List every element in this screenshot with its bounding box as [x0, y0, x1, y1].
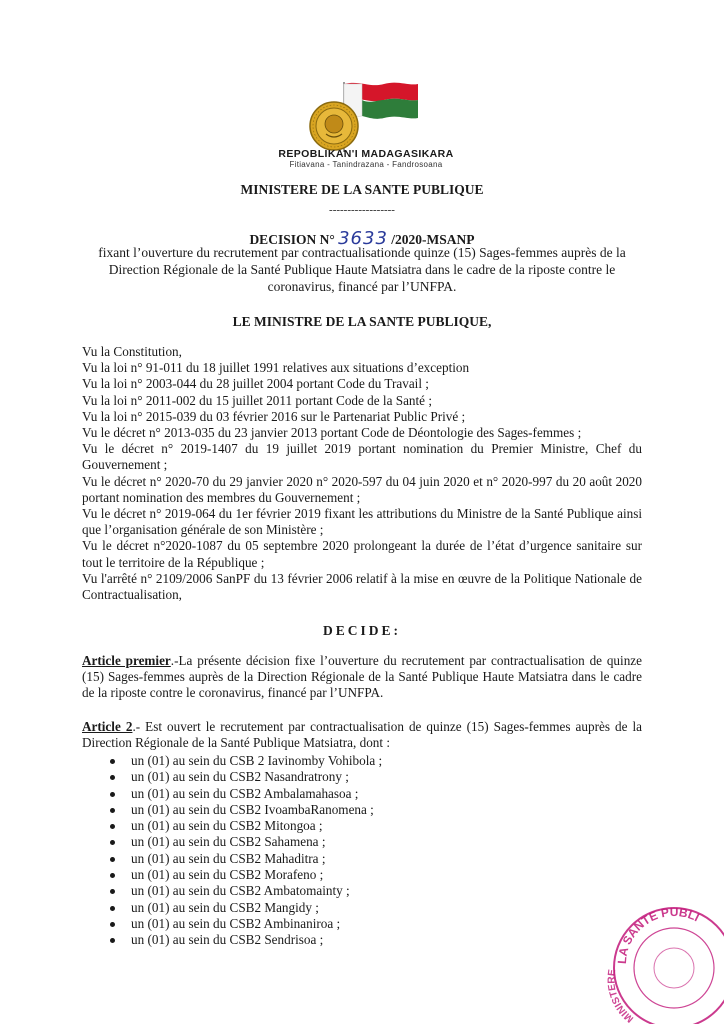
visa-line: Vu le décret n°2020-1087 du 05 septembre 2020 prolongeant la durée de l’état d’urgence sanitaire sur tout le territoire de la République ;	[82, 538, 642, 570]
list-item	[110, 916, 510, 932]
visa-line: Vu la loi n° 2011-002 du 15 juillet 2011 portant Code de la Santé ;	[82, 392, 432, 408]
visa-line: Vu la loi n° 2015-039 du 03 février 2016 sur le Partenariat Public Privé ;	[82, 408, 466, 424]
bullet-icon	[110, 889, 115, 894]
list-item-text: un (01) au sein du CSB2 Sendrisoa ;	[131, 932, 324, 948]
list-item-text: un (01) au sein du CSB2 Ambalamahasoa ;	[131, 785, 359, 801]
visa-line: Vu la loi n° 2003-044 du 28 juillet 2004 portant Code du Travail ;	[82, 376, 429, 392]
article-2	[82, 719, 642, 751]
bullet-icon	[110, 873, 115, 878]
article-text: .-La présente décision fixe l’ouverture du recrutement par contractualisation de quinze (15) Sages-femmes auprès de la Direction Régionale de la Santé Publique Haute Matsiatra dans le cadre de la riposte contre le coronavirus, financé par l’UNFPA.	[82, 653, 642, 701]
list-item-text: un (01) au sein du CSB2 Morafeno ;	[131, 867, 324, 883]
handwritten-number: 3633	[338, 228, 388, 249]
bullet-icon	[110, 938, 115, 943]
list-item	[110, 834, 510, 850]
list-item-text: un (01) au sein du CSB2 IvoambaRanomena ;	[131, 801, 374, 817]
article-premier	[82, 653, 642, 702]
list-item	[110, 851, 510, 867]
article-title: Article premier	[82, 653, 171, 668]
visa-line: Vu l'arrêté n° 2109/2006 SanPF du 13 février 2006 relatif à la mise en œuvre de la Politique Nationale de Contractualisation,	[82, 570, 642, 603]
list-item	[110, 769, 510, 785]
visa-line: Vu le décret n° 2020-70 du 29 janvier 2020 n° 2020-597 du 04 juin 2020 et n° 2020-997 du 20 août 2020 portant nomination des membres du Gouvernement ;	[82, 473, 642, 505]
list-item-text: un (01) au sein du CSB2 Nasandratrony ;	[131, 769, 349, 785]
republic-name: REPOBLIKAN'I MADAGASIKARA	[278, 148, 454, 160]
minister-title: LE MINISTRE DE LA SANTE PUBLIQUE,	[232, 314, 492, 329]
bullet-icon	[110, 840, 115, 845]
visa-line: Vu le décret n° 2019-064 du 1er février 2019 fixant les attributions du Ministre de la Santé Publique ainsi que l’organisation générale de son Ministère ;	[82, 506, 642, 538]
visa-line: Vu la Constitution,	[82, 344, 182, 359]
list-item	[110, 786, 510, 802]
bullet-icon	[110, 808, 115, 813]
decide-heading: DECIDE:	[322, 623, 401, 638]
stamp-inner-ring	[634, 928, 714, 1008]
stamp-seal-center	[654, 948, 694, 988]
stamp-text-left: MINISTERE	[606, 968, 636, 1024]
visa-line: Vu le décret n° 2019-1407 du 19 juillet 2019 portant nomination du Premier Ministre, Chef du Gouvernement ;	[82, 441, 642, 473]
seal-center	[325, 115, 343, 133]
list-item	[110, 802, 510, 818]
list-item-text: un (01) au sein du CSB2 Ambinaniroa ;	[131, 915, 341, 931]
list-item	[110, 753, 510, 769]
bullet-icon	[110, 922, 115, 927]
list-item-text: un (01) au sein du CSB2 Mahaditra ;	[131, 850, 326, 866]
bullet-icon	[110, 824, 115, 829]
bullet-icon	[110, 759, 115, 764]
stamp-text-top: LA SANTE PUBLI	[614, 904, 702, 965]
article-title: Article 2	[82, 719, 133, 734]
list-item	[110, 900, 510, 916]
separator: ------------------	[329, 204, 395, 216]
bullet-icon	[110, 857, 115, 862]
list-item	[110, 818, 510, 834]
ministry-stamp	[604, 898, 724, 1024]
visa-line: Vu le décret n° 2013-035 du 23 janvier 2013 portant Code de Déontologie des Sages-femmes ;	[82, 425, 582, 441]
article-text: .- Est ouvert le recrutement par contractualisation de quinze (15) Sages-femmes auprès de la Direction Régionale de la Santé Publique Matsiatra, dont :	[82, 719, 642, 751]
list-item-text: un (01) au sein du CSB2 Sahamena ;	[131, 834, 326, 850]
list-item-text: un (01) au sein du CSB2 Ambatomainty ;	[131, 883, 350, 899]
bullet-icon	[110, 906, 115, 911]
visa-line: Vu la loi n° 91-011 du 18 juillet 1991 relatives aux situations d’exception	[82, 360, 470, 376]
list-item-text: un (01) au sein du CSB 2 Iavinomby Vohibola ;	[131, 753, 383, 768]
decision-subject: fixant l’ouverture du recrutement par contractualisationde quinze (15) Sages-femmes auprès de la Direction Régionale de la Santé Publique Haute Matsiatra dans le cadre de la riposte contre le coronavirus, financé par l’UNFPA.	[98, 245, 626, 294]
csb-list	[110, 753, 510, 949]
list-item-text: un (01) au sein du CSB2 Mangidy ;	[131, 899, 319, 915]
flag-green-band	[362, 99, 418, 119]
bullet-icon	[110, 775, 115, 780]
republic-motto: Fitiavana - Tanindrazana - Fandrosoana	[289, 160, 443, 169]
list-item	[110, 867, 510, 883]
visas-list	[82, 344, 642, 603]
list-item-text: un (01) au sein du CSB2 Mitongoa ;	[131, 818, 323, 834]
decision-prefix: DECISION N°	[249, 232, 339, 247]
bullet-icon	[110, 792, 115, 797]
list-item	[110, 883, 510, 899]
list-item	[110, 932, 510, 948]
ministry-title: MINISTERE DE LA SANTE PUBLIQUE	[240, 182, 484, 197]
decision-suffix: /2020-MSANP	[387, 232, 475, 247]
republic-emblem	[300, 78, 430, 158]
